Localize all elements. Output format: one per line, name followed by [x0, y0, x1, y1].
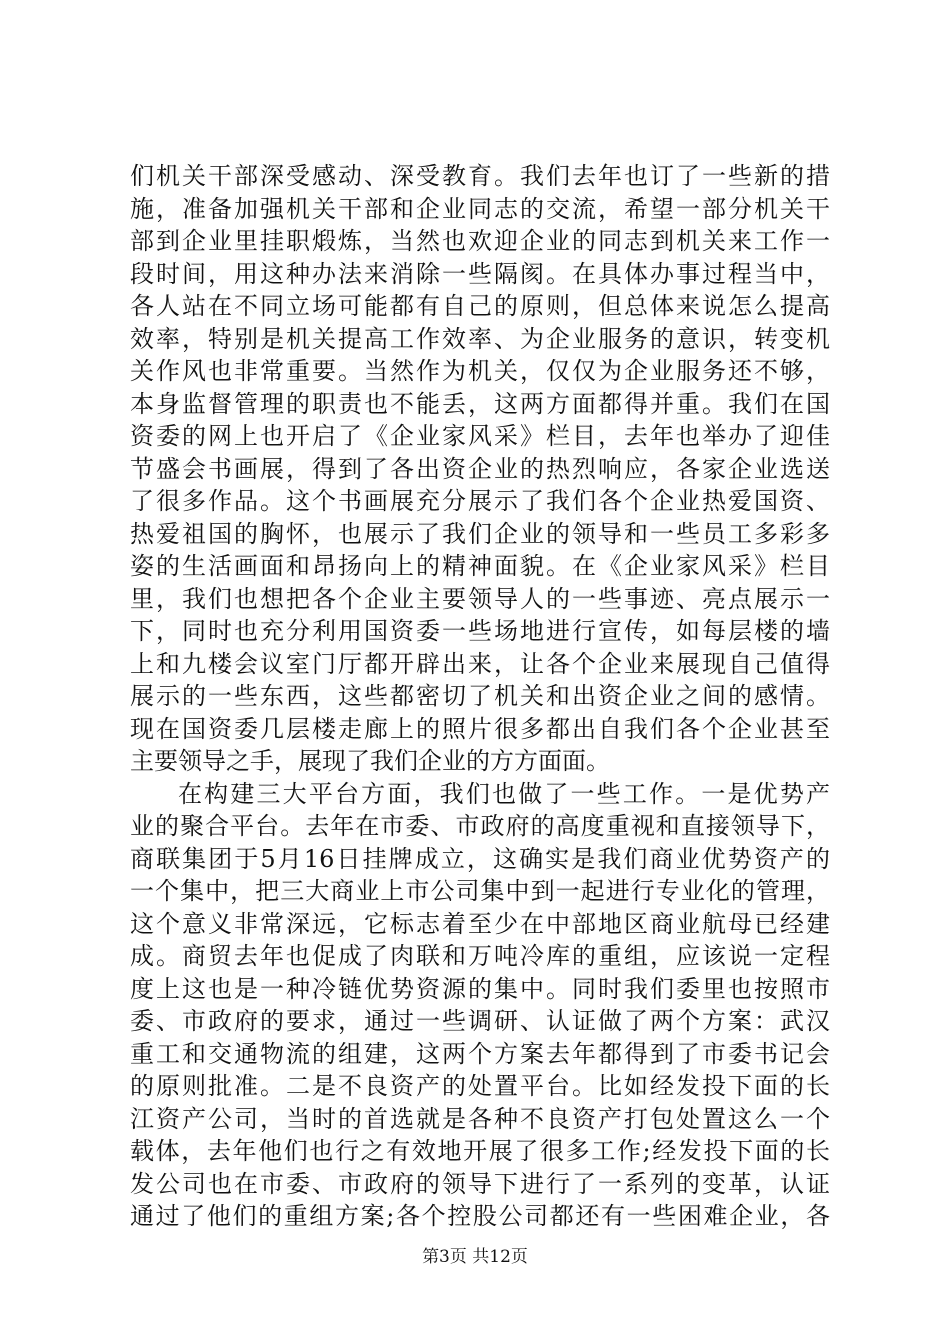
text-line: 这个意义非常深远，它标志着至少在中部地区商业航母已经建	[130, 909, 830, 938]
text-line: 在构建三大平台方面，我们也做了一些工作。一是优势产	[178, 779, 830, 808]
text-line: 资委的网上也开启了《企业家风采》栏目，去年也举办了迎佳	[130, 422, 830, 450]
text-line: 各人站在不同立场可能都有自己的原则，但总体来说怎么提高	[130, 292, 830, 320]
text-line: 成。商贸去年也促成了肉联和万吨冷库的重组，应该说一定程	[130, 942, 830, 970]
text-line: 主要领导之手，展现了我们企业的方方面面。	[130, 747, 610, 775]
text-line: 展示的一些东西，这些都密切了机关和出资企业之间的感情。	[130, 682, 830, 710]
text-line: 通过了他们的重组方案;各个控股公司都还有一些困难企业，各	[130, 1202, 830, 1230]
text-line: 了很多作品。这个书画展充分展示了我们各个企业热爱国资、	[130, 487, 830, 515]
text-line: 载体，去年他们也行之有效地开展了很多工作;经发投下面的长	[130, 1137, 830, 1165]
text-line: 部到企业里挂职煅炼，当然也欢迎企业的同志到机关来工作一	[130, 227, 830, 255]
text-line: 节盛会书画展，得到了各出资企业的热烈响应，各家企业选送	[130, 454, 830, 483]
text-line: 姿的生活画面和昂扬向上的精神面貌。在《企业家风采》栏目	[130, 552, 830, 580]
text-line: 里，我们也想把各个企业主要领导人的一些事迹、亮点展示一	[130, 584, 830, 613]
text-line: 一个集中，把三大商业上市公司集中到一起进行专业化的管理，	[130, 877, 830, 905]
paragraph	[130, 778, 830, 1233]
text-line: 度上这也是一种冷链优势资源的集中。同时我们委里也按照市	[130, 974, 830, 1003]
text-line: 施，准备加强机关干部和企业同志的交流，希望一部分机关干	[130, 194, 830, 223]
text-line: 本身监督管理的职责也不能丢，这两方面都得并重。我们在国	[130, 389, 830, 418]
text-line: 关作风也非常重要。当然作为机关，仅仅为企业服务还不够，	[130, 357, 830, 385]
page-footer: 第3页 共12页	[422, 1247, 528, 1267]
paragraph	[130, 160, 830, 778]
text-line: 业的聚合平台。去年在市委、市政府的高度重视和直接领导下，	[130, 812, 830, 840]
text-line: 现在国资委几层楼走廊上的照片很多都出自我们各个企业甚至	[130, 714, 830, 743]
text-line: 委、市政府的要求，通过一些调研、认证做了两个方案：武汉	[130, 1007, 830, 1035]
text-line: 段时间，用这种办法来消除一些隔阂。在具体办事过程当中，	[130, 259, 830, 288]
text-line: 热爱祖国的胸怀，也展示了我们企业的领导和一些员工多彩多	[130, 519, 830, 548]
text-line: 的原则批准。二是不良资产的处置平台。比如经发投下面的长	[130, 1072, 830, 1100]
document-body	[130, 160, 830, 1233]
text-line: 商联集团于5月16日挂牌成立，这确实是我们商业优势资产的	[130, 844, 830, 873]
text-line: 们机关干部深受感动、深受教育。我们去年也订了一些新的措	[130, 162, 830, 190]
text-line: 上和九楼会议室门厅都开辟出来，让各个企业来展现自己值得	[130, 649, 830, 678]
text-line: 下，同时也充分利用国资委一些场地进行宣传，如每层楼的墙	[130, 617, 830, 645]
text-line: 效率，特别是机关提高工作效率、为企业服务的意识，转变机	[130, 324, 830, 353]
text-line: 发公司也在市委、市政府的领导下进行了一系列的变革，认证	[130, 1169, 830, 1198]
text-line: 重工和交通物流的组建，这两个方案去年都得到了市委书记会	[130, 1039, 830, 1068]
text-line: 江资产公司，当时的首选就是各种不良资产打包处置这么一个	[130, 1104, 830, 1133]
